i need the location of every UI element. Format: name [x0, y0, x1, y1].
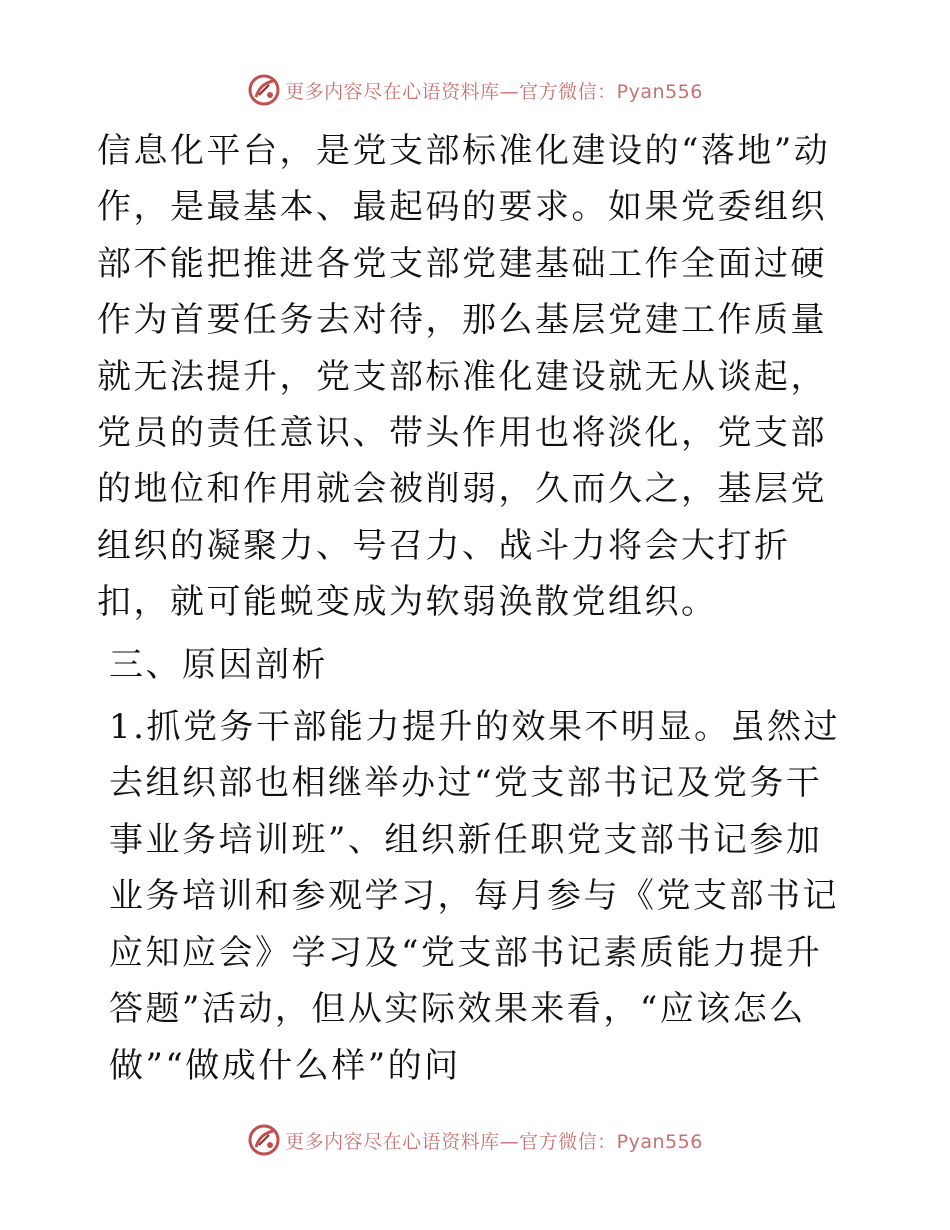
- seal-logo-icon: [247, 73, 281, 107]
- section-heading: 三、原因剖析: [109, 644, 328, 685]
- body-paragraph: 信息化平台，是党支部标准化建设的“落地”动作，是最基本、最起码的要求。如果党委组织部不能把推进各党支部党建基础工作全面过硬作为首要任务去对待，那么基层党建工作质量就无法提升，党支部标准化建设就无从谈起，党员的责任意识、带头作用也将淡化，党支部的地位和作用就会被削弱，久而久之，基层党组织的凝聚力、号召力、战斗力将会大打折扣，就可能蜕变成为软弱涣散党组织。: [97, 131, 831, 623]
- header-banner-text: 更多内容尽在心语资料库—官方微信：Pyan556: [285, 80, 703, 103]
- footer-banner: [0, 1122, 950, 1158]
- header-banner: [0, 72, 950, 108]
- body-paragraph-2: 1.抓党务干部能力提升的效果不明显。虽然过去组织部也相继举办过“党支部书记及党务干事业务培训班”、组织新任职党支部书记参加业务培训和参观学习，每月参与《党支部书记应知应会》学习及“党支部书记素质能力提升答题”活动，但从实际效果来看，“应该怎么做”“做成什么样”的问: [109, 707, 840, 1086]
- footer-banner-text: 更多内容尽在心语资料库—官方微信：Pyan556: [285, 1130, 703, 1153]
- document-body: [97, 123, 857, 1094]
- seal-logo-icon: [247, 1123, 281, 1157]
